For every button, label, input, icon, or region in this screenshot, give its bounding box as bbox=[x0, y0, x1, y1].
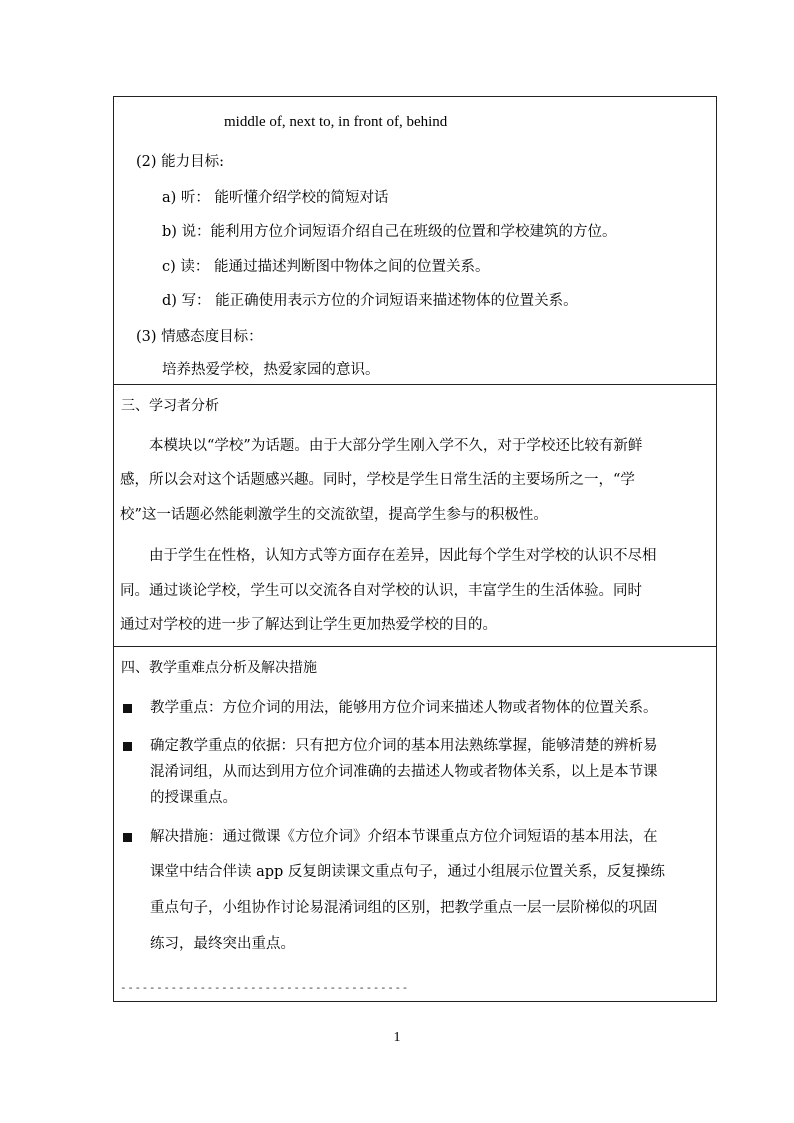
bullet2-line3: 的授课重点。 bbox=[150, 790, 237, 806]
item-text: 听： 能听懂介绍学校的简短对话 bbox=[180, 190, 389, 206]
key-points-heading: 四、教学重难点分析及解决措施 bbox=[121, 660, 317, 676]
bullet1-line1: 教学重点：方位介词的用法，能够用方位介词来描述人物或者物体的位置关系。 bbox=[150, 700, 658, 716]
bullet3-line1: 解决措施：通过微课《方位介词》介绍本节课重点方位介词短语的基本用法，在 bbox=[150, 829, 658, 845]
learner-analysis-cell bbox=[114, 384, 716, 646]
key-points-cell bbox=[114, 646, 716, 1003]
emotion-heading: (3) 情感态度目标： bbox=[136, 329, 263, 345]
item-marker: c) bbox=[162, 259, 176, 275]
learner-para1-line1: 本模块以“学校”为话题。由于大部分学生刚入学不久，对于学校还比较有新鲜 bbox=[149, 438, 643, 454]
learner-para1-line3: 校”这一话题必然能刺激学生的交流欲望，提高学生参与的积极性。 bbox=[120, 507, 548, 523]
learner-para2-line3: 通过对学校的进一步了解达到让学生更加热爱学校的目的。 bbox=[120, 617, 497, 633]
bullet-square-icon bbox=[123, 833, 132, 842]
ability-item-d bbox=[162, 292, 578, 310]
bullet3-line2: 课堂中结合伴读 app 反复朗读课文重点句子，通过小组展示位置关系，反复操练 bbox=[150, 864, 665, 880]
bullet2-line2: 混淆词组，从而达到用方位介词准确的去描述人物或者物体关系，以上是本节课 bbox=[150, 764, 658, 780]
bullet-square-icon bbox=[123, 742, 132, 751]
emotion-text: 培养热爱学校，热爱家园的意识。 bbox=[162, 362, 380, 378]
bullet2-line1: 确定教学重点的依据：只有把方位介词的基本用法熟练掌握，能够清楚的辨析易 bbox=[150, 738, 658, 754]
item-text: 读： 能通过描述判断图中物体之间的位置关系。 bbox=[180, 259, 490, 275]
vocab-tail: middle of, next to, in front of, behind bbox=[224, 114, 448, 130]
goals-cell bbox=[114, 97, 716, 384]
ability-heading: (2) 能力目标: bbox=[136, 154, 225, 170]
bullet-square-icon bbox=[123, 704, 132, 713]
learner-para1-line2: 感，所以会对这个话题感兴趣。同时，学校是学生日常生活的主要场所之一，“学 bbox=[120, 472, 635, 488]
dashed-separator: ---------------------------------------- bbox=[120, 981, 409, 994]
learner-para2-line1: 由于学生在性格，认知方式等方面存在差异，因此每个学生对学校的认识不尽相 bbox=[149, 548, 657, 564]
ability-item-b bbox=[162, 223, 617, 241]
page-number: 1 bbox=[393, 1030, 401, 1045]
item-text: 说：能利用方位介词短语介绍自己在班级的位置和学校建筑的方位。 bbox=[181, 224, 617, 240]
lesson-plan-table bbox=[113, 96, 717, 1002]
learner-heading: 三、学习者分析 bbox=[121, 398, 219, 414]
item-marker: a) bbox=[162, 190, 177, 206]
item-marker: d) bbox=[162, 293, 177, 309]
item-marker: b) bbox=[162, 224, 177, 240]
item-text: 写： 能正确使用表示方位的介词短语来描述物体的位置关系。 bbox=[181, 293, 578, 309]
bullet3-line3: 重点句子，小组协作讨论易混淆词组的区别，把教学重点一层一层阶梯似的巩固 bbox=[150, 900, 658, 916]
bullet3-line4: 练习，最终突出重点。 bbox=[150, 936, 295, 952]
ability-item-a bbox=[162, 189, 389, 207]
learner-para2-line2: 同。通过谈论学校，学生可以交流各自对学校的认识，丰富学生的生活体验。同时 bbox=[120, 583, 642, 599]
ability-item-c bbox=[162, 258, 490, 276]
